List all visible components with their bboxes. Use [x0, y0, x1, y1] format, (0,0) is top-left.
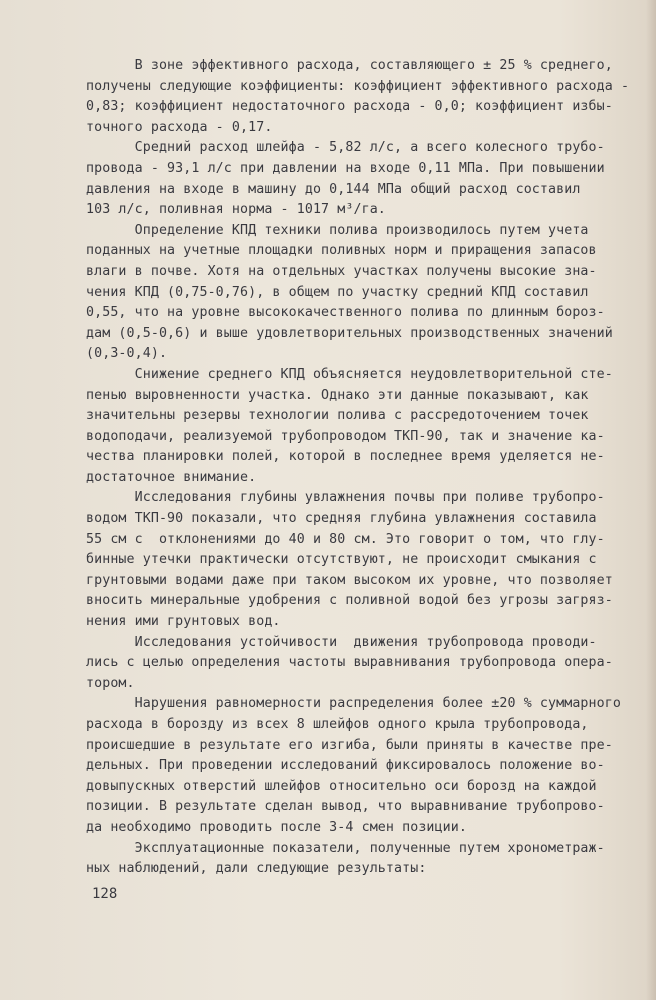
- text-line: происшедшие в результате его изгиба, были приняты в качестве пре-: [86, 737, 613, 753]
- text-line: провода - 93,1 л/с при давлении на входе 0,11 МПа. При повышении: [86, 160, 605, 176]
- text-line: достаточное внимание.: [86, 469, 257, 485]
- text-line: ных наблюдений, дали следующие результаты:: [86, 861, 427, 877]
- text-line: точного расхода - 0,17.: [86, 119, 273, 135]
- text-line: (0,3-0,4).: [86, 346, 168, 362]
- text-line: чества планировки полей, которой в последнее время уделяется не-: [86, 449, 605, 465]
- text-line: поданных на учетные площадки поливных норм и приращения запасов: [86, 243, 597, 259]
- text-line: Эксплуатационные показатели, полученные путем хронометраж-: [86, 840, 605, 856]
- text-line: Исследования глубины увлажнения почвы при поливе трубопро-: [86, 490, 605, 506]
- text-line: водоподачи, реализуемой трубопроводом ТКП-90, так и значение ка-: [86, 428, 605, 444]
- text-line: 55 см с отклонениями до 40 и 80 см. Это говорит о том, что глу-: [86, 531, 605, 547]
- text-line: грунтовыми водами даже при таком высоком их уровне, что позволяет: [86, 572, 613, 588]
- text-line: В зоне эффективного расхода, составляющего ± 25 % среднего,: [86, 58, 613, 73]
- text-line: позиции. В результате сделан вывод, что выравнивание трубопрово-: [86, 799, 605, 815]
- text-line: бинные утечки практически отсутствуют, не происходит смыкания с: [86, 552, 597, 568]
- text-line: тором.: [86, 675, 135, 691]
- text-line: получены следующие коэффициенты: коэффициент эффективного расхода -: [86, 78, 630, 94]
- text-line: расхода в борозду из всех 8 шлейфов одного крыла трубопровода,: [86, 717, 589, 732]
- text-line: чения КПД (0,75-0,76), в общем по участку средний КПД составил: [86, 284, 589, 300]
- text-line: лись с целью определения частоты выравнивания трубопровода опера-: [86, 655, 613, 671]
- text-line: Определение КПД техники полива производилось путем учета: [86, 222, 589, 238]
- text-line: водом ТКП-90 показали, что средняя глубина увлажнения составила: [86, 511, 597, 527]
- text-line: давления на входе в машину до 0,144 МПа общий расход составил: [86, 181, 581, 197]
- text-line: дельных. При проведении исследований фиксировалось положение во-: [86, 758, 605, 774]
- text-line: 103 л/с, поливная норма - 1017 м³/га.: [86, 202, 386, 218]
- text-line: 0,83; коэффициент недостаточного расхода - 0,0; коэффициент избы-: [86, 99, 613, 115]
- text-line: влаги в почве. Хотя на отдельных участках получены высокие зна-: [86, 263, 597, 279]
- text-line: Средний расход шлейфа - 5,82 л/с, а всего колесного трубо-: [86, 140, 605, 156]
- page-edge-shadow: [646, 0, 656, 1000]
- text-line: Исследования устойчивости движения трубопровода проводи-: [86, 634, 597, 650]
- text-line: Нарушения равномерности распределения более ±20 % суммарного: [86, 696, 621, 712]
- body-text: [86, 56, 630, 880]
- text-line: вносить минеральные удобрения с поливной водой без угрозы загряз-: [86, 593, 613, 609]
- text-line: 0,55, что на уровне высококачественного полива по длинным бороз-: [86, 305, 605, 321]
- text-line: довыпускных отверстий шлейфов относительно оси борозд на каждой: [86, 778, 597, 794]
- text-line: дам (0,5-0,6) и выше удовлетворительных производственных значений: [86, 325, 613, 341]
- text-line: да необходимо проводить после 3-4 смен позиции.: [86, 819, 467, 835]
- page-number: 128: [92, 886, 118, 902]
- text-line: пенью выровненности участка. Однако эти данные показывают, как: [86, 387, 589, 403]
- text-line: значительны резервы технологии полива с рассредоточением точек: [86, 408, 589, 424]
- text-line: Снижение среднего КПД объясняется неудовлетворительной сте-: [86, 366, 613, 382]
- text-line: нения ими грунтовых вод.: [86, 614, 281, 630]
